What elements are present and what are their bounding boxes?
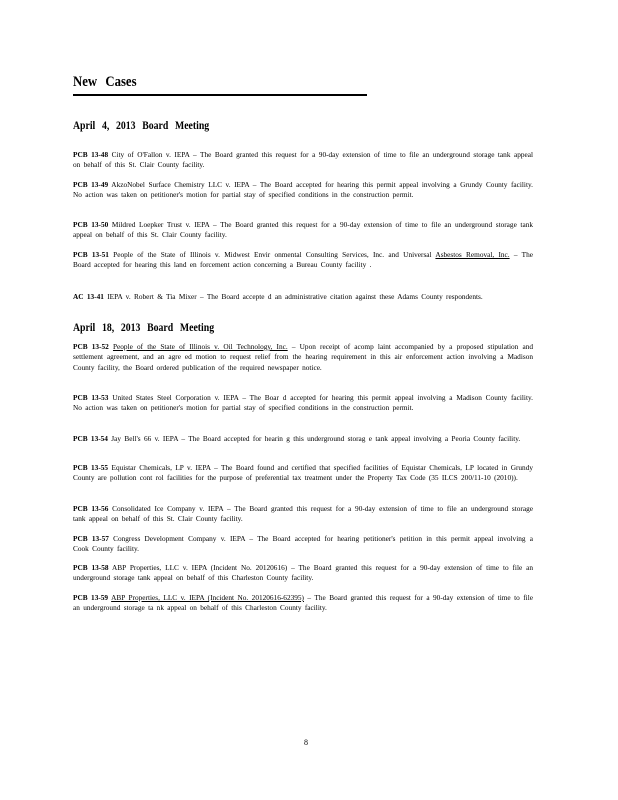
title-rule xyxy=(73,94,367,96)
page-title: New Cases xyxy=(73,74,137,90)
case-number: PCB 13-48 xyxy=(73,150,109,159)
case-text: – The Board granted this request for a 90-day extension of time to file an underground storage ta nk appeal on behalf of this Charleston County facility. xyxy=(73,593,533,613)
case-text: City of O'Fallon v. IEPA – The Board granted this request for a 90-day extension of time to file an underground storage tank appeal on behalf of this St. Clair County facility. xyxy=(73,150,533,170)
case-number: PCB 13-50 xyxy=(73,220,109,229)
case-text: People of the State of Illinois v. Midwest Envir onmental Consulting Services, Inc. and Universal xyxy=(113,250,436,259)
case-entry xyxy=(73,150,533,171)
case-number: PCB 13-56 xyxy=(73,504,109,513)
case-text: AkzoNobel Surface Chemistry LLC v. IEPA – The Board accepted for hearing this permit appeal involving a Grundy County facility. No action was taken on petitioner's motion for partial stay of specified conditions in the construction permit. xyxy=(73,180,533,200)
case-entry xyxy=(73,463,533,484)
case-number: PCB 13-49 xyxy=(73,180,109,189)
section-heading-april-4: April 4, 2013 Board Meeting xyxy=(73,120,210,132)
case-caption-underlined: Asbestos Removal, Inc. xyxy=(435,250,510,259)
case-entry xyxy=(73,180,533,201)
case-text: – The Board accepted for hearing this land en forcement action concerning a Bureau County facility . xyxy=(73,250,533,270)
case-text: ABP Properties, LLC v. IEPA (Incident No. 20120616) – The Board granted this request for a 90-day extension of time to file an underground storage tank appeal on behalf of this Charleston County facility. xyxy=(73,563,534,583)
case-entry xyxy=(73,250,533,271)
case-entry xyxy=(73,342,533,373)
case-number: PCB 13-52 xyxy=(73,342,109,351)
case-entry xyxy=(73,534,533,555)
case-entry xyxy=(73,504,533,525)
case-text: Congress Development Company v. IEPA – The Board accepted for hearing petitioner's petition in this permit appeal involving a Cook County facility. xyxy=(73,534,533,554)
case-entry xyxy=(73,292,533,302)
case-text: Jay Bell's 66 v. IEPA – The Board accepted for hearin g this underground storag e tank appeal involving a Peoria County facility. xyxy=(111,434,521,443)
case-text: Mildred Loepker Trust v. IEPA – The Board granted this request for a 90-day extension of time to file an underground storage tank appeal on behalf of this St. Clair County facility. xyxy=(73,220,533,240)
case-number: PCB 13-53 xyxy=(73,393,109,402)
case-text: Equistar Chemicals, LP v. IEPA – The Board found and certified that specified facilities of Equistar Chemicals, LP located in Grundy County are pollution cont rol facilities for the purpose of preferential tax treatment under the Property Tax Code (35 ILCS 200/11-10 (2010)). xyxy=(73,463,533,483)
case-entry xyxy=(73,434,533,444)
case-text: Consolidated Ice Company v. IEPA – The Board granted this request for a 90-day extension of time to file an underground storage tank appeal on behalf of this St. Clair County facility. xyxy=(73,504,533,524)
case-entry xyxy=(73,593,533,614)
case-number: PCB 13-55 xyxy=(73,463,109,472)
case-entry xyxy=(73,563,533,584)
case-number: AC 13-41 xyxy=(73,292,104,301)
case-caption-underlined: People of the State of Illinois v. Oil Technology, Inc. xyxy=(112,342,288,351)
case-text: United States Steel Corporation v. IEPA – The Boar d accepted for hearing this permit appeal involving a Madison County facility. No action was taken on petitioner's motion for partial stay of specified conditions in the construction permit. xyxy=(73,393,533,413)
case-number: PCB 13-51 xyxy=(73,250,109,259)
document-page xyxy=(73,0,533,800)
case-text: – Upon receipt of acomp laint accompanied by a proposed stipulation and settlement agreement, and an agre ed motion to request relief from the hearing requirement in this air enforcement action involving a Madison County facility, the Board ordered publication of the required newspaper notice. xyxy=(73,342,534,372)
case-number: PCB 13-54 xyxy=(73,434,108,443)
case-number: PCB 13-58 xyxy=(73,563,109,572)
case-number: PCB 13-59 xyxy=(73,593,109,602)
case-number: PCB 13-57 xyxy=(73,534,109,543)
case-text: IEPA v. Robert & Tia Mixer – The Board accepte d an administrative citation against these Adams County respondents. xyxy=(107,292,483,301)
case-entry xyxy=(73,220,533,241)
page-number: 8 xyxy=(304,738,308,747)
section-heading-april-18: April 18, 2013 Board Meeting xyxy=(73,322,215,334)
case-caption-underlined: ABP Properties, LLC v. IEPA (Incident No. 20120616-62395) xyxy=(111,593,304,602)
case-entry xyxy=(73,393,533,414)
